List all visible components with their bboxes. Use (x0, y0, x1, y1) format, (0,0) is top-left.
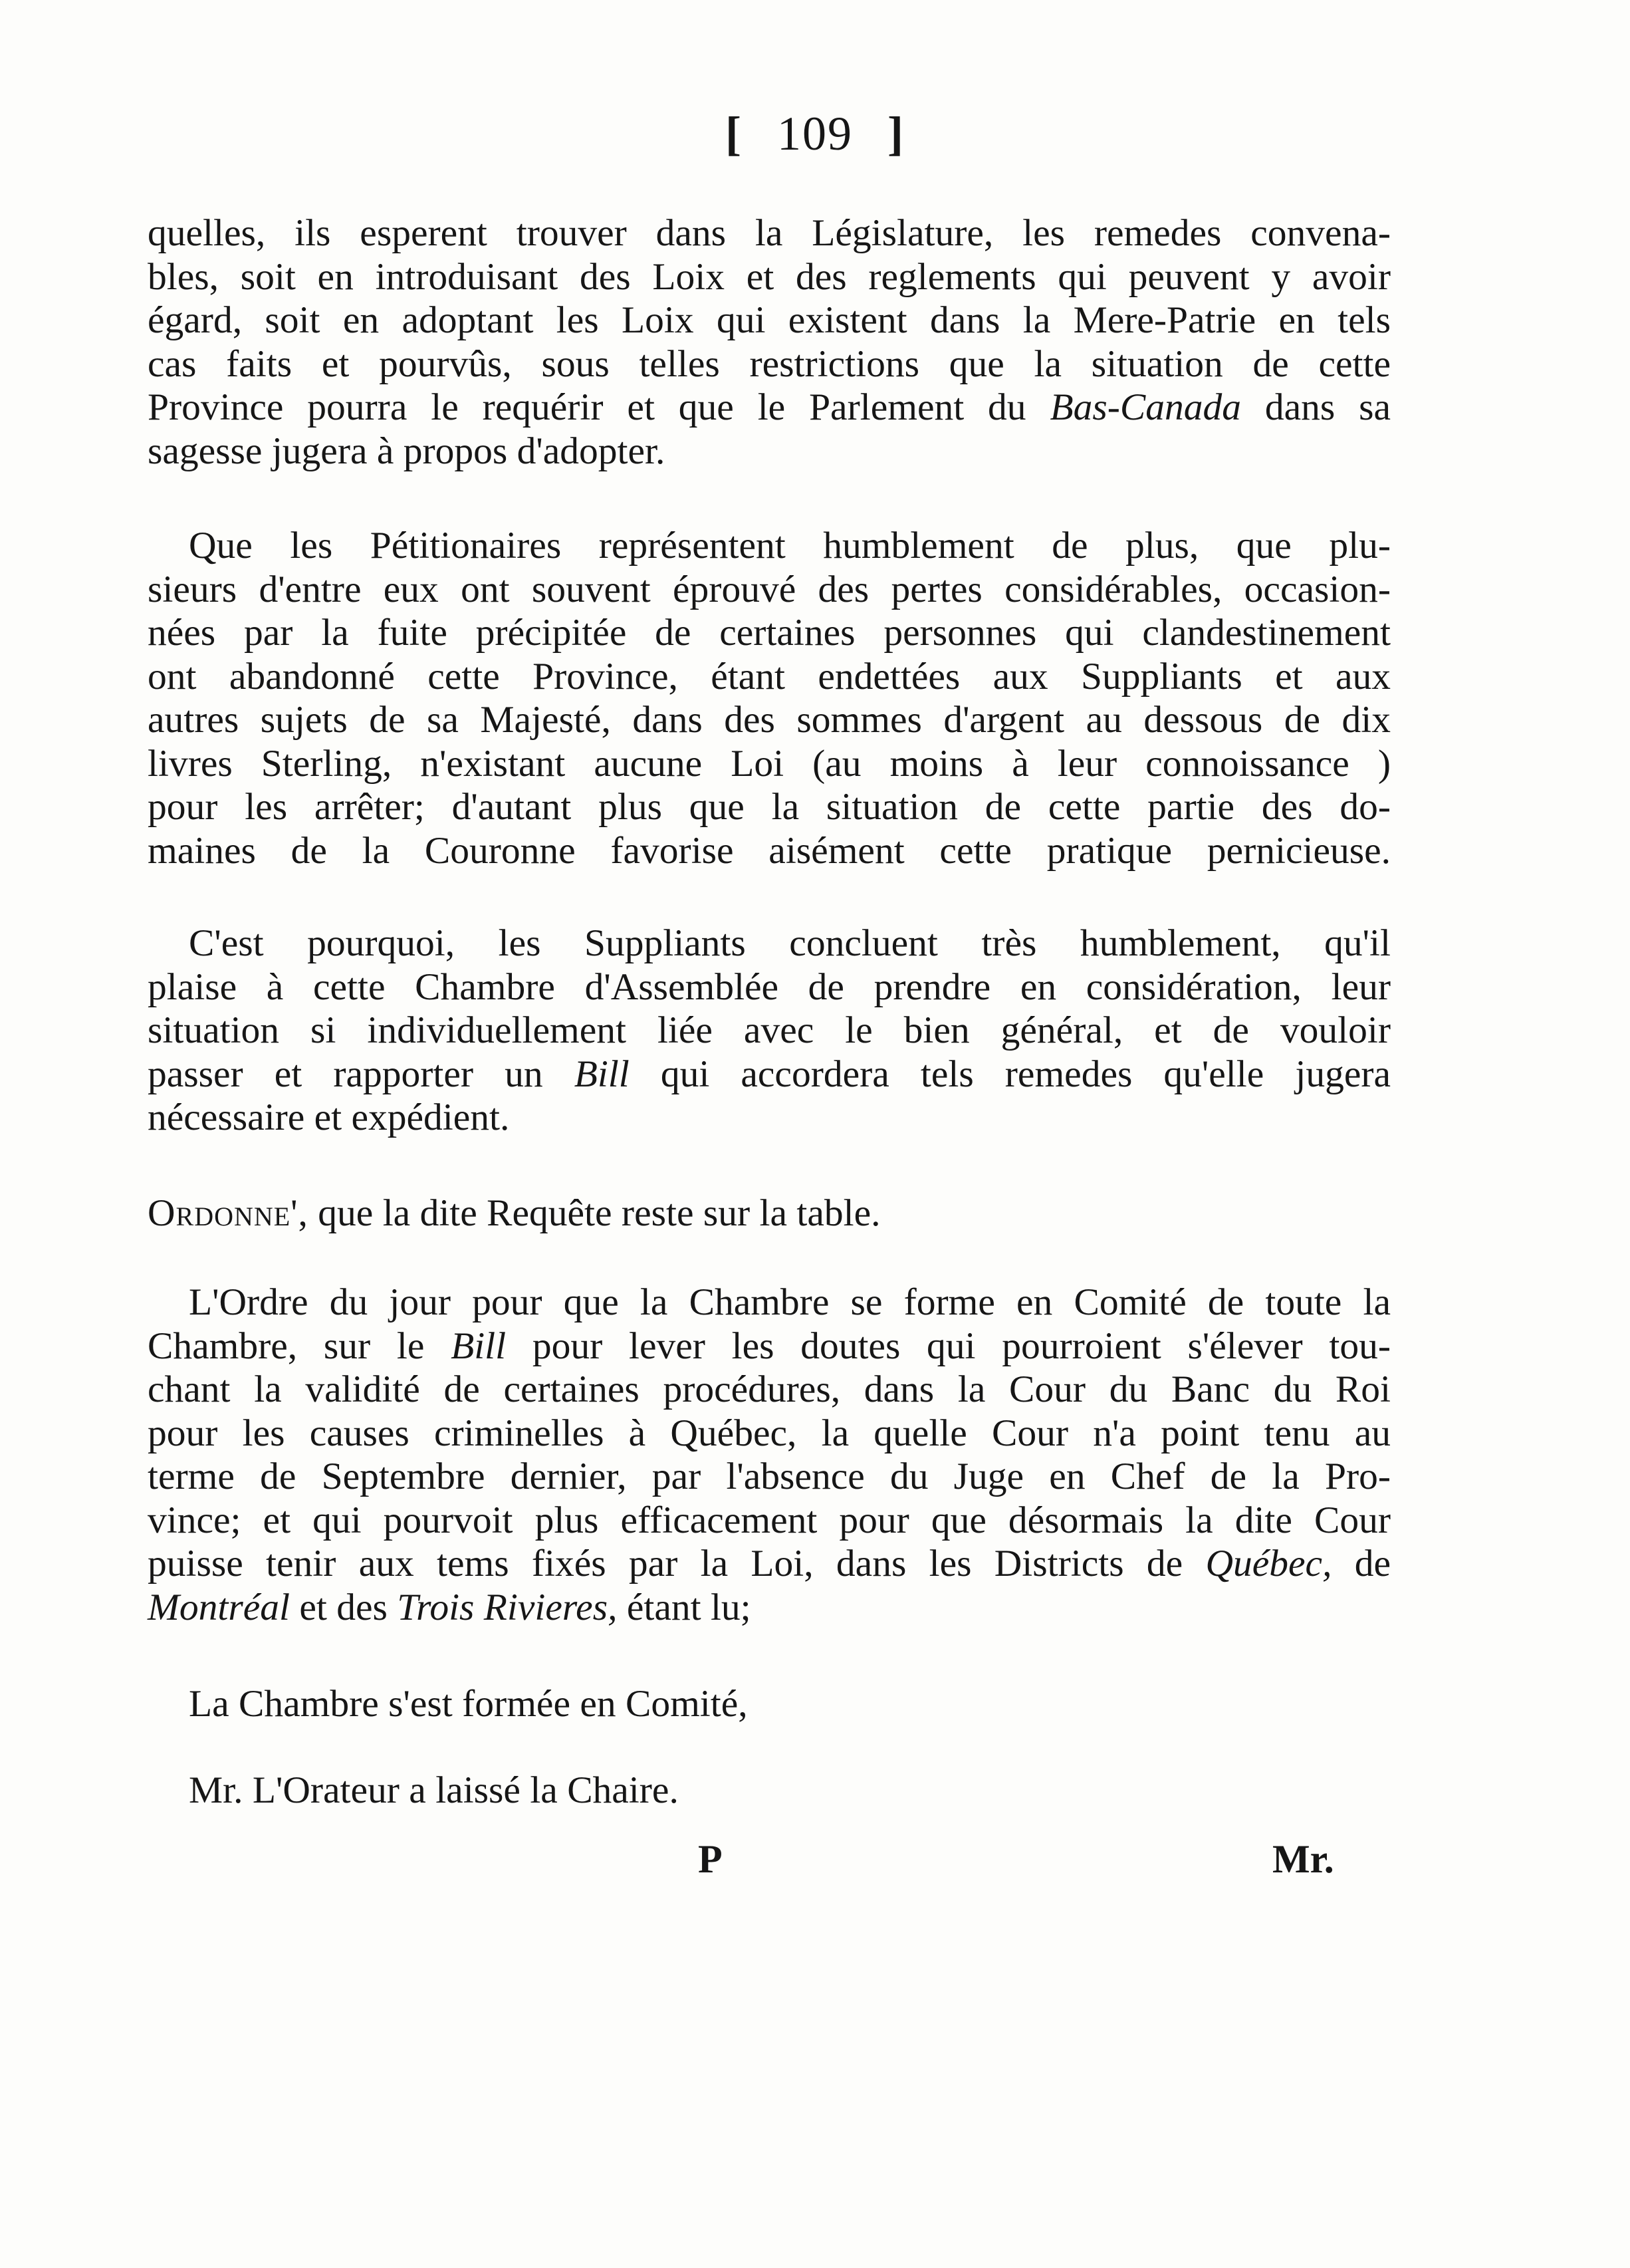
page-header (0, 106, 1630, 162)
bracket-close: ] (887, 107, 905, 160)
paragraph-line: bles, soit en introduisant des Loix et des reglements qui peuvent y avoir (148, 255, 1391, 298)
line-text: puisse tenir aux tems fixés par la Loi, dans les Districts de (148, 1543, 1183, 1584)
paragraph-line (148, 1542, 1391, 1586)
paragraph-line: C'est pourquoi, les Suppliants concluent très humblement, qu'il (189, 922, 1391, 964)
signature-mark: P (698, 1837, 723, 1881)
bracket-open: [ (725, 107, 743, 160)
paragraph-line (148, 1324, 1391, 1368)
paragraph-line: chant la validité de certaines procédures, dans la Cour du Banc du Roi (148, 1368, 1391, 1410)
page-footer (0, 1836, 1630, 1890)
paragraph-line: égard, soit en adoptant les Loix qui existent dans la Mere-Patrie en tels (148, 299, 1391, 341)
paragraph-5 (148, 1281, 1391, 1629)
paragraph-line: livres Sterling, n'existant aucune Loi (au moins à leur connoissance ) (148, 742, 1391, 785)
paragraph-line: pour les causes criminelles à Québec, la quelle Cour n'a point tenu au (148, 1412, 1391, 1454)
place-name: Bas-Canada (1050, 386, 1241, 428)
catchword: Mr. (1272, 1837, 1334, 1881)
paragraph-line: terme de Septembre dernier, par l'absence du Juge en Chef de la Pro- (148, 1455, 1391, 1497)
paragraph-line: nées par la fuite précipitée de certaines personnes qui clandestinement (148, 612, 1391, 654)
paragraph-line (148, 386, 1391, 430)
paragraph-line: pour les arrêter; d'autant plus que la situation de cette partie des do- (148, 786, 1391, 828)
paragraph-line: autres sujets de sa Majesté, dans des sommes d'argent au dessous de dix (148, 699, 1391, 741)
place-name: Québec, (1205, 1543, 1332, 1584)
line-text: qui accordera tels remedes qu'elle jugera (660, 1053, 1391, 1095)
order-keyword: Ordonne', (148, 1192, 308, 1234)
paragraph-line: nécessaire et expédient. (148, 1096, 510, 1138)
paragraph-3 (148, 922, 1391, 1140)
bill-term: Bill (574, 1053, 630, 1095)
paragraph-line: cas faits et pourvûs, sous telles restrictions que la situation de cette (148, 342, 1391, 385)
order-line (148, 1192, 1391, 1235)
line-text: et des (299, 1586, 388, 1628)
paragraph-line: La Chambre s'est formée en Comité, (189, 1683, 748, 1725)
line-text: pour lever les doutes qui pourroient s'élever tou- (532, 1324, 1391, 1367)
paragraph-line (148, 1192, 1391, 1235)
paragraph-line: sieurs d'entre eux ont souvent éprouvé des pertes considérables, occasion- (148, 568, 1391, 610)
paragraph-line (148, 1586, 1391, 1630)
paragraph-line: sagesse jugera à propos d'adopter. (148, 430, 665, 472)
paragraph-line: Que les Pétitionaires représentent humblement de plus, que plu- (189, 525, 1391, 567)
paragraph-line: quelles, ils esperent trouver dans la Législature, les remedes convena- (148, 212, 1391, 254)
paragraph-line: maines de la Couronne favorise aisément cette pratique pernicieuse. (148, 829, 1391, 872)
paragraph-line: plaise à cette Chambre d'Assemblée de prendre en considération, leur (148, 965, 1391, 1008)
place-name: Montréal (148, 1586, 290, 1628)
paragraph-line: L'Ordre du jour pour que la Chambre se forme en Comité de toute la (189, 1281, 1391, 1323)
line-text: passer et rapporter un (148, 1053, 543, 1095)
line-text: Chambre, sur le (148, 1324, 425, 1367)
speaker-line (148, 1769, 1391, 1813)
paragraph-2 (148, 524, 1391, 872)
paragraph-line: ont abandonné cette Province, étant endettées aux Suppliants et aux (148, 655, 1391, 697)
line-text: Province pourra le requérir et que le Parlement du (148, 386, 1026, 428)
line-text: dans sa (1264, 386, 1391, 428)
committee-line (148, 1682, 1391, 1726)
bill-term: Bill (451, 1324, 507, 1367)
page-number: 109 (777, 107, 853, 160)
line-text: de (1354, 1543, 1391, 1584)
paragraph-line: vince; et qui pourvoit plus efficacement pour que désormais la dite Cour (148, 1499, 1391, 1541)
line-text: étant lu; (626, 1586, 751, 1628)
paragraph-line (148, 1053, 1391, 1096)
place-name: Trois Rivieres, (397, 1586, 618, 1628)
paragraph-1 (148, 211, 1391, 473)
paragraph-line: Mr. L'Orateur a laissé la Chaire. (189, 1769, 679, 1811)
line-text: que la dite Requête reste sur la table. (318, 1192, 881, 1234)
paragraph-line: situation si individuellement liée avec le bien général, et de vouloir (148, 1009, 1391, 1051)
